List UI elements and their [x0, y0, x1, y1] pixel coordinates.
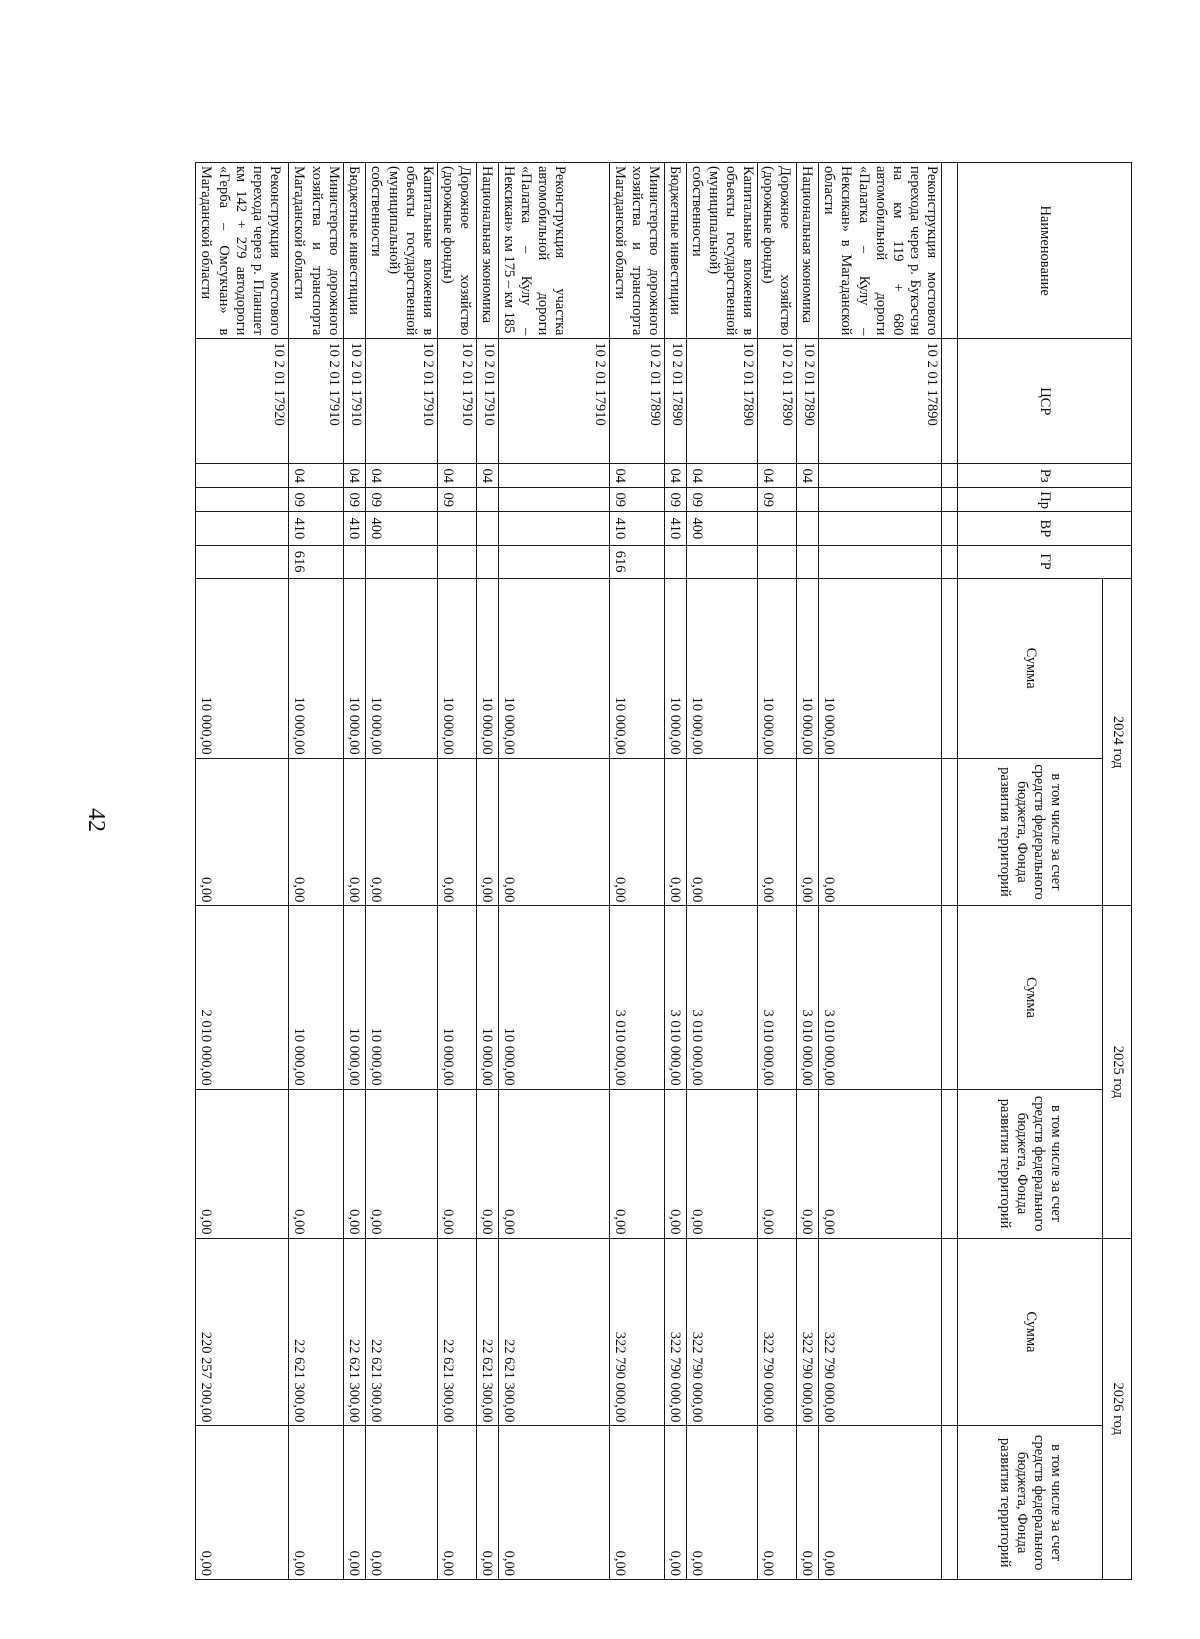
row-csr: 10 2 01 17890 [609, 339, 664, 464]
row-sum-2026: 322 790 000,00 [758, 1238, 797, 1426]
header-rz: Рз [958, 464, 1132, 488]
row-csr: 10 2 01 17890 [797, 339, 819, 464]
row-name: Дорожное хозяйство (дорожные фонды) [758, 163, 797, 339]
table-row [664, 163, 686, 1580]
row-sum-2026: 22 621 300,00 [498, 1238, 609, 1426]
row-fed-2024: 0,00 [344, 758, 366, 906]
row-fed-2026: 0,00 [758, 1426, 797, 1580]
header-incl-2024: в том числе за счет средств федерального бюджета, Фонда развития территорий [958, 758, 1103, 906]
row-csr: 10 2 01 17890 [686, 339, 757, 464]
row-rz: 04 [686, 464, 757, 488]
row-vr: 400 [366, 512, 437, 545]
header-gr: ГР [958, 545, 1132, 578]
row-sum-2024: 10 000,00 [819, 578, 942, 758]
row-fed-2025: 0,00 [758, 1089, 797, 1238]
row-sum-2025: 10 000,00 [289, 906, 344, 1089]
row-gr [476, 545, 498, 578]
row-rz [819, 464, 942, 488]
header-sum-2024: Сумма [958, 578, 1103, 758]
row-sum-2024: 10 000,00 [196, 578, 289, 758]
row-fed-2025: 0,00 [476, 1089, 498, 1238]
row-fed-2024: 0,00 [289, 758, 344, 906]
row-sum-2024: 10 000,00 [289, 578, 344, 758]
row-name: Капитальные вложения в объекты государственной (муниципальной) собственности [366, 163, 437, 339]
row-pr [797, 488, 819, 512]
row-csr: 10 2 01 17890 [664, 339, 686, 464]
header-year-2025: 2025 год [1103, 906, 1132, 1238]
row-fed-2025: 0,00 [289, 1089, 344, 1238]
row-fed-2025: 0,00 [366, 1089, 437, 1238]
row-sum-2026: 322 790 000,00 [819, 1238, 942, 1426]
row-sum-2026: 220 257 200,00 [196, 1238, 289, 1426]
row-sum-2025: 10 000,00 [437, 906, 476, 1089]
row-fed-2025: 0,00 [609, 1089, 664, 1238]
row-fed-2026: 0,00 [196, 1426, 289, 1580]
header-sum-2026: Сумма [958, 1238, 1103, 1426]
row-csr: 10 2 01 17910 [289, 339, 344, 464]
row-gr [344, 545, 366, 578]
row-vr: 400 [686, 512, 757, 545]
row-gr: 616 [609, 545, 664, 578]
row-sum-2026: 22 621 300,00 [344, 1238, 366, 1426]
row-sum-2024: 10 000,00 [366, 578, 437, 758]
row-gr [366, 545, 437, 578]
row-sum-2026: 22 621 300,00 [476, 1238, 498, 1426]
row-rz: 04 [609, 464, 664, 488]
table-row [476, 163, 498, 1580]
row-fed-2026: 0,00 [664, 1426, 686, 1580]
row-fed-2026: 0,00 [476, 1426, 498, 1580]
row-fed-2025: 0,00 [797, 1089, 819, 1238]
row-gr [664, 545, 686, 578]
row-sum-2024: 10 000,00 [344, 578, 366, 758]
row-sum-2024: 10 000,00 [498, 578, 609, 758]
row-name: Реконструкция мостового перехода через р. Букэсчэн на км 119 + 680 автомобильной дороги «Палатка – Кулу – Нексикан» в Магаданской области [819, 163, 942, 339]
row-fed-2024: 0,00 [797, 758, 819, 906]
row-vr: 410 [344, 512, 366, 545]
row-sum-2024: 10 000,00 [476, 578, 498, 758]
row-name: Министерство дорожного хозяйства и транспорта Магаданской области [609, 163, 664, 339]
row-gr [686, 545, 757, 578]
row-sum-2025: 10 000,00 [366, 906, 437, 1089]
row-name: Министерство дорожного хозяйства и транспорта Магаданской области [289, 163, 344, 339]
row-fed-2024: 0,00 [366, 758, 437, 906]
row-vr: 410 [289, 512, 344, 545]
row-pr: 09 [344, 488, 366, 512]
row-fed-2026: 0,00 [344, 1426, 366, 1580]
row-sum-2025: 3 010 000,00 [686, 906, 757, 1089]
header-incl-2025: в том числе за счет средств федерального бюджета, Фонда развития территорий [958, 1089, 1103, 1238]
row-gr [498, 545, 609, 578]
row-pr: 09 [366, 488, 437, 512]
row-rz: 04 [797, 464, 819, 488]
row-fed-2024: 0,00 [664, 758, 686, 906]
row-fed-2024: 0,00 [437, 758, 476, 906]
row-rz: 04 [366, 464, 437, 488]
row-rz: 04 [758, 464, 797, 488]
row-sum-2025: 3 010 000,00 [609, 906, 664, 1089]
table-row [196, 163, 289, 1580]
header-incl-2026: в том числе за счет средств федерального бюджета, Фонда развития территорий [958, 1426, 1103, 1580]
row-fed-2025: 0,00 [664, 1089, 686, 1238]
header-name: Наименование [958, 163, 1132, 339]
row-pr [476, 488, 498, 512]
row-fed-2024: 0,00 [498, 758, 609, 906]
row-gr [797, 545, 819, 578]
row-name: Дорожное хозяйство (дорожные фонды) [437, 163, 476, 339]
row-fed-2026: 0,00 [498, 1426, 609, 1580]
row-sum-2024: 10 000,00 [664, 578, 686, 758]
row-pr: 09 [289, 488, 344, 512]
row-sum-2025: 3 010 000,00 [758, 906, 797, 1089]
header-year-2026: 2026 год [1103, 1238, 1132, 1579]
row-sum-2026: 322 790 000,00 [664, 1238, 686, 1426]
row-gr [819, 545, 942, 578]
row-gr [437, 545, 476, 578]
row-fed-2026: 0,00 [366, 1426, 437, 1580]
row-name: Национальная экономика [797, 163, 819, 339]
row-name: Капитальные вложения в объекты государственной (муниципальной) собственности [686, 163, 757, 339]
row-fed-2026: 0,00 [437, 1426, 476, 1580]
row-fed-2024: 0,00 [686, 758, 757, 906]
table-body [196, 163, 942, 1580]
row-sum-2024: 10 000,00 [609, 578, 664, 758]
row-name: Национальная экономика [476, 163, 498, 339]
row-pr [196, 488, 289, 512]
row-vr: 410 [609, 512, 664, 545]
row-vr [196, 512, 289, 545]
table-row [498, 163, 609, 1580]
row-fed-2024: 0,00 [476, 758, 498, 906]
row-vr [819, 512, 942, 545]
header-vr: ВР [958, 512, 1132, 545]
row-fed-2025: 0,00 [686, 1089, 757, 1238]
row-sum-2026: 322 790 000,00 [609, 1238, 664, 1426]
row-sum-2026: 22 621 300,00 [289, 1238, 344, 1426]
row-fed-2024: 0,00 [609, 758, 664, 906]
row-pr: 09 [609, 488, 664, 512]
row-fed-2026: 0,00 [819, 1426, 942, 1580]
row-pr [498, 488, 609, 512]
header-pr: Пр [958, 488, 1132, 512]
row-rz: 04 [344, 464, 366, 488]
row-rz [196, 464, 289, 488]
header-year-2024: 2024 год [1103, 578, 1132, 906]
row-vr [758, 512, 797, 545]
row-fed-2024: 0,00 [758, 758, 797, 906]
table-row [344, 163, 366, 1580]
row-rz [498, 464, 609, 488]
table-row [819, 163, 942, 1580]
row-gr [758, 545, 797, 578]
row-sum-2026: 22 621 300,00 [437, 1238, 476, 1426]
row-csr: 10 2 01 17910 [366, 339, 437, 464]
row-fed-2025: 0,00 [819, 1089, 942, 1238]
row-name: Реконструкция мостового перехода через р. Планшет км 142 + 279 автодороги «Герба – Омсукчан» в Магаданской области [196, 163, 289, 339]
table-row [437, 163, 476, 1580]
header-spacer-row [942, 163, 958, 1580]
row-fed-2025: 0,00 [498, 1089, 609, 1238]
row-name: Бюджетные инвестиции [664, 163, 686, 339]
row-name: Бюджетные инвестиции [344, 163, 366, 339]
row-csr: 10 2 01 17890 [819, 339, 942, 464]
row-sum-2025: 3 010 000,00 [664, 906, 686, 1089]
row-gr: 616 [289, 545, 344, 578]
row-fed-2024: 0,00 [196, 758, 289, 906]
row-rz: 04 [289, 464, 344, 488]
budget-table-sheet [198, 162, 1132, 1580]
row-sum-2025: 2 010 000,00 [196, 906, 289, 1089]
header-csr: ЦСР [958, 339, 1132, 464]
row-sum-2026: 322 790 000,00 [686, 1238, 757, 1426]
row-sum-2024: 10 000,00 [686, 578, 757, 758]
row-sum-2026: 22 621 300,00 [366, 1238, 437, 1426]
row-sum-2024: 10 000,00 [758, 578, 797, 758]
table-row [289, 163, 344, 1580]
row-pr [819, 488, 942, 512]
table-row [797, 163, 819, 1580]
row-pr: 09 [686, 488, 757, 512]
row-vr [498, 512, 609, 545]
table-row [609, 163, 664, 1580]
header-sum-2025: Сумма [958, 906, 1103, 1089]
row-csr: 10 2 01 17920 [196, 339, 289, 464]
page-number: 42 [83, 808, 110, 832]
row-rz: 04 [664, 464, 686, 488]
row-csr: 10 2 01 17910 [498, 339, 609, 464]
row-pr: 09 [437, 488, 476, 512]
row-name: Реконструкция участка автомобильной дороги «Палатка – Кулу – Нексикан» км 175 – км 185 [498, 163, 609, 339]
row-sum-2025: 10 000,00 [498, 906, 609, 1089]
row-csr: 10 2 01 17910 [437, 339, 476, 464]
row-sum-2025: 10 000,00 [344, 906, 366, 1089]
table-row [758, 163, 797, 1580]
row-fed-2025: 0,00 [437, 1089, 476, 1238]
row-fed-2024: 0,00 [819, 758, 942, 906]
row-rz: 04 [476, 464, 498, 488]
row-fed-2026: 0,00 [797, 1426, 819, 1580]
row-fed-2025: 0,00 [344, 1089, 366, 1238]
row-fed-2025: 0,00 [196, 1089, 289, 1238]
row-sum-2024: 10 000,00 [437, 578, 476, 758]
row-csr: 10 2 01 17910 [476, 339, 498, 464]
row-vr [797, 512, 819, 545]
table-row [366, 163, 437, 1580]
row-gr [196, 545, 289, 578]
row-sum-2025: 10 000,00 [476, 906, 498, 1089]
budget-table [195, 162, 1132, 1580]
row-pr: 09 [758, 488, 797, 512]
row-sum-2025: 3 010 000,00 [819, 906, 942, 1089]
row-pr: 09 [664, 488, 686, 512]
table-row [686, 163, 757, 1580]
row-sum-2025: 3 010 000,00 [797, 906, 819, 1089]
row-rz: 04 [437, 464, 476, 488]
row-sum-2026: 322 790 000,00 [797, 1238, 819, 1426]
row-sum-2024: 10 000,00 [797, 578, 819, 758]
row-csr: 10 2 01 17890 [758, 339, 797, 464]
row-csr: 10 2 01 17910 [344, 339, 366, 464]
row-fed-2026: 0,00 [289, 1426, 344, 1580]
row-vr: 410 [664, 512, 686, 545]
row-fed-2026: 0,00 [609, 1426, 664, 1580]
row-vr [476, 512, 498, 545]
row-fed-2026: 0,00 [686, 1426, 757, 1580]
row-vr [437, 512, 476, 545]
